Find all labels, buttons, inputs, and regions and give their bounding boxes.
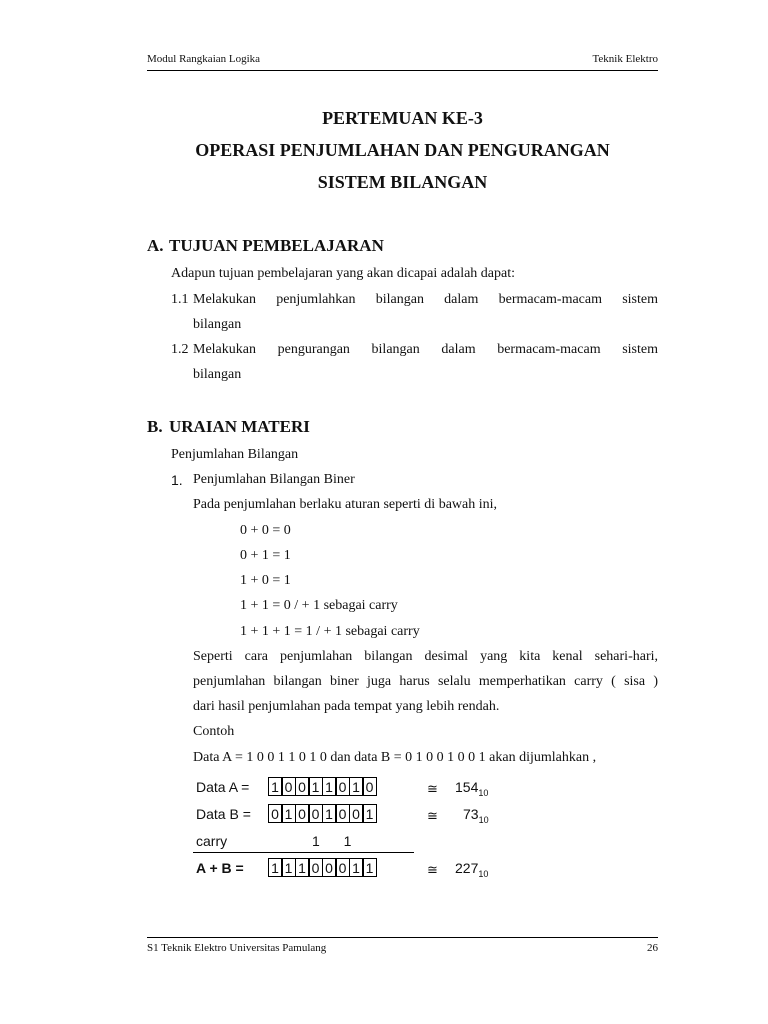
objective-1-number: 1.1 [171,292,189,307]
title-meeting: PERTEMUAN KE-3 [322,108,483,128]
bit-box: 0 [268,804,283,823]
section-b-subheading: Penjumlahan Bilangan [171,447,299,462]
objective-1-text-cont: bilangan [193,317,242,332]
binary-addition-figure [193,777,533,877]
title-topic-cont: SISTEM BILANGAN [317,172,488,192]
header-department: Teknik Elektro [592,53,658,65]
bit-box: 1 [322,777,337,796]
sum-bits [269,858,377,877]
page-header [147,50,658,68]
list-item-number: 1. [171,472,183,488]
bit-box: 1 [281,858,296,877]
paragraph-line: dari hasil penjumlahan pada tempat yang lebih rendah. [193,699,500,714]
bit-box: 0 [295,777,310,796]
approx-symbol: ≅ [427,862,438,877]
bit-box: 0 [349,804,364,823]
bit-box: 1 [308,777,323,796]
rule-line: 1 + 1 = 0 / + 1 sebagai carry [240,598,398,613]
paragraph-line: Seperti cara penjumlahan bilangan desimal yang kita kenal sehari-hari, [193,649,658,664]
sum-label: A + B = [196,860,244,876]
example-data-line: Data A = 1 0 0 1 1 0 1 0 dan data B = 0 1 0 0 1 0 0 1 akan dijumlahkan , [193,750,597,765]
header-module-title: Modul Rangkaian Logika [147,53,261,65]
bit-box: 0 [308,804,323,823]
rules-intro: Pada penjumlahan berlaku aturan seperti di bawah ini, [193,497,498,512]
bit-box: 0 [308,858,323,877]
rule-line: 0 + 1 = 1 [240,548,291,563]
header-divider [147,70,658,71]
section-a-intro: Adapun tujuan pembelajaran yang akan dicapai adalah dapat: [171,266,516,281]
section-b-heading [147,417,310,437]
title-topic: OPERASI PENJUMLAHAN DAN PENGURANGAN [195,140,610,160]
bit-box: 0 [322,858,337,877]
row-b-label: Data B = [196,806,251,822]
bit-box: 0 [281,777,296,796]
footer-divider [147,937,658,938]
page-number: 26 [647,942,658,954]
approx-symbol: ≅ [427,781,438,796]
bit-box: 1 [281,804,296,823]
sum-divider [193,852,414,853]
row-a-bits [269,777,377,796]
objective-2-text-cont: bilangan [193,367,242,382]
approx-symbol: ≅ [427,808,438,823]
example-label: Contoh [193,724,235,739]
bit-box: 1 [362,858,377,877]
bit-box: 1 [268,858,283,877]
objective-2-text: Melakukan pengurangan bilangan dalam bermacam-macam sistem [193,342,658,357]
paragraph-line: penjumlahan bilangan biner juga harus selalu memperhatikan carry ( sisa ) [193,674,658,689]
objective-1-text: Melakukan penjumlahkan bilangan dalam bermacam-macam sistem [193,292,658,307]
row-b-decimal: $73_{10}$ [463,806,489,825]
section-b-title: URAIAN MATERI [169,417,310,436]
carry-bits: 1 1 [312,833,362,849]
list-item-title: Penjumlahan Bilangan Biner [193,472,355,487]
bit-box: 1 [322,804,337,823]
row-a-decimal: $154_{10}$ [455,779,489,798]
rule-line: 1 + 0 = 1 [240,573,291,588]
bit-box: 0 [335,858,350,877]
bit-box: 1 [268,777,283,796]
sum-decimal: $227_{10}$ [455,860,489,879]
rule-line: 1 + 1 + 1 = 1 / + 1 sebagai carry [240,624,420,639]
row-a-label: Data A = [196,779,250,795]
row-b-bits [269,804,377,823]
bit-box: 1 [349,858,364,877]
bit-box: 1 [349,777,364,796]
carry-label: carry [196,833,228,849]
section-a-title: TUJUAN PEMBELAJARAN [169,236,384,255]
bit-box: 0 [335,804,350,823]
bit-box: 0 [362,777,377,796]
bit-box: 0 [295,804,310,823]
bit-box: 0 [335,777,350,796]
section-a-number: A. [147,236,164,255]
bit-box: 1 [295,858,310,877]
section-a-heading [147,236,384,256]
bit-box: 1 [362,804,377,823]
rule-line: 0 + 0 = 0 [240,523,291,538]
footer-institution: S1 Teknik Elektro Universitas Pamulang [147,942,327,954]
section-b-number: B. [147,417,163,436]
objective-2-number: 1.2 [171,342,189,357]
